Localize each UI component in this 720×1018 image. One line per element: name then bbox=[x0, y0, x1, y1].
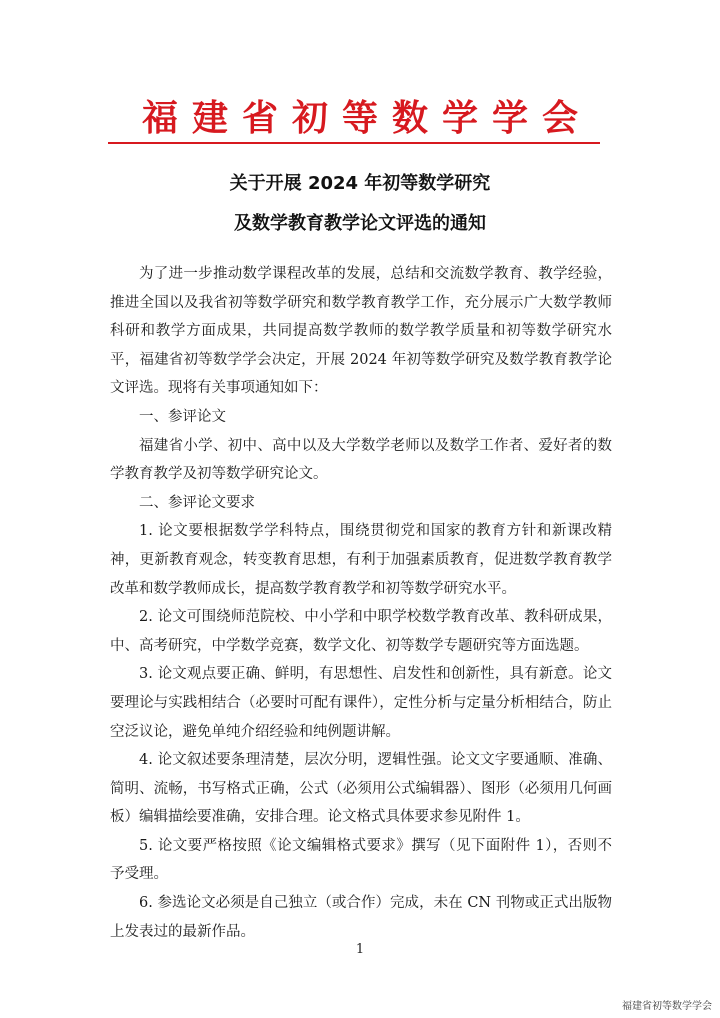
letterhead-red-rule bbox=[108, 142, 600, 144]
requirement-item-1: 1. 论文要根据数学学科特点，围绕贯彻党和国家的教育方针和新课改精神，更新教育观念，转变教育思想，有利于加强素质教育，促进数学教育教学改革和数学教师成长，提高数学教育教学和初等数学研究水平。 bbox=[110, 523, 612, 597]
letterhead-org-name: 福建省初等数学学会 bbox=[141, 97, 592, 139]
section-heading-requirements: 二、参评论文要求 bbox=[139, 494, 255, 511]
papers-scope-paragraph: 福建省小学、初中、高中以及大学数学老师以及数学工作者、爱好者的数学教育教学及初等数学研究论文。 bbox=[110, 437, 612, 483]
requirement-item-3: 3. 论文观点要正确、鲜明，有思想性、启发性和创新性，具有新意。论文要理论与实践相结合（必要时可配有课件），定性分析与定量分析相结合，防止空泛议论，避免单纯介绍经验和纯例题讲解。 bbox=[110, 666, 612, 740]
notice-body bbox=[110, 260, 612, 946]
notice-title-line-2: 及数学教育教学论文评选的通知 bbox=[234, 213, 486, 234]
section-heading-papers: 一、参评论文 bbox=[139, 408, 226, 425]
intro-paragraph: 为了进一步推动数学课程改革的发展，总结和交流数学教育、教学经验，推进全国以及我省初等数学研究和数学教育教学工作，充分展示广大数学教师科研和教学方面成果，共同提高数学教师的数学教学质量和初等数学研究水平，福建省初等数学学会决定，开展 2024 年初等数学研究及数学教育教学论文评选。现将有关事项通知如下： bbox=[110, 266, 612, 397]
requirement-item-6: 6. 参选论文必须是自己独立（或合作）完成，未在 CN 刊物或正式出版物上发表过的最新作品。 bbox=[110, 895, 612, 940]
page-number: 1 bbox=[355, 942, 365, 957]
watermark-text: 福建省初等数学学会 bbox=[622, 1001, 712, 1012]
requirement-item-2: 2. 论文可围绕师范院校、中小学和中职学校数学教育改革、教科研成果，中、高考研究，中学数学竞赛，数学文化、初等数学专题研究等方面选题。 bbox=[110, 609, 612, 654]
notice-title-line-1: 关于开展 2024 年初等数学研究 bbox=[229, 173, 491, 194]
requirement-item-4: 4. 论文叙述要条理清楚，层次分明，逻辑性强。论文文字要通顺、准确、简明、流畅，书写格式正确，公式（必须用公式编辑器）、图形（必须用几何画板）编辑描绘要准确，安排合理。论文格式具体要求参见附件 1。 bbox=[110, 752, 612, 826]
requirement-item-5: 5. 论文要严格按照《论文编辑格式要求》撰写（见下面附件 1），否则不予受理。 bbox=[110, 837, 612, 883]
